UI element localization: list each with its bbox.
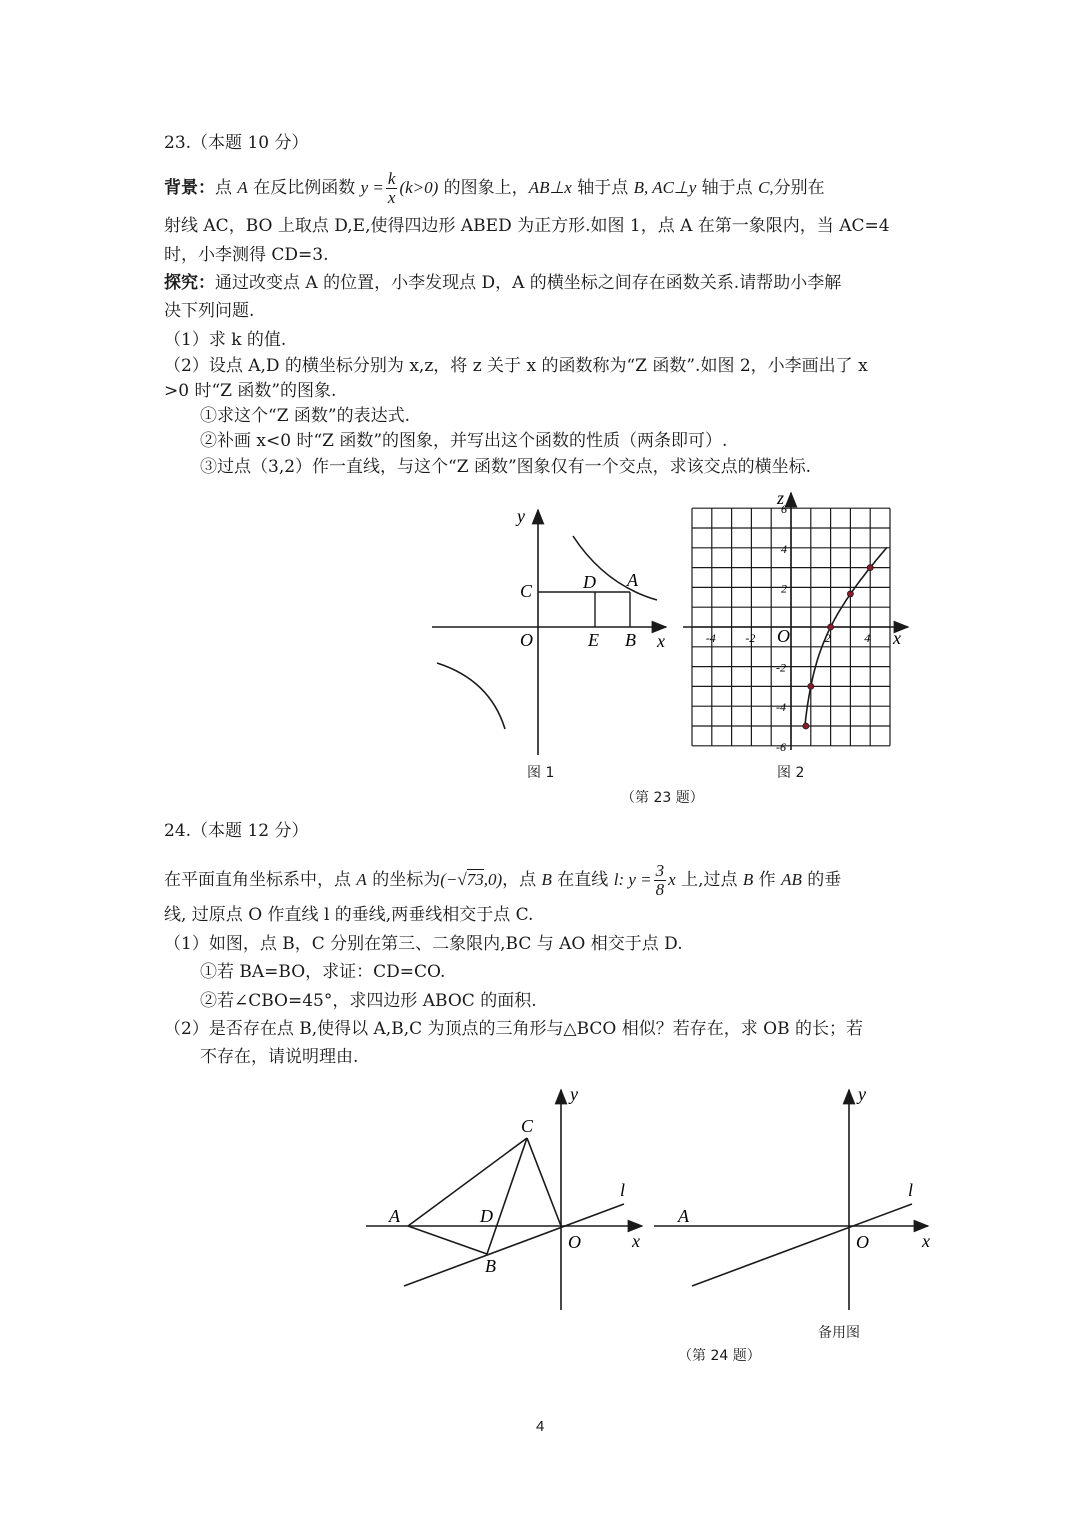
q24-sub2: ②若∠CBO=45°，求四边形 ABOC 的面积. [200, 991, 537, 1011]
text: ，点 [502, 870, 542, 890]
text: AB⊥x [528, 178, 572, 197]
q24-part2-line2: 不存在，请说明理由. [200, 1047, 359, 1067]
q23-part2-line2: >0 时“Z 函数”的图象. [164, 381, 337, 401]
line-l [692, 1204, 912, 1286]
q23-background-line2: 射线 AC，BO 上取点 D,E,使得四边形 ABED 为正方形.如图 1，点 A 在第一象限内，当 AC=4 [164, 216, 890, 236]
spare-figure-caption: 备用图 [818, 1325, 860, 1341]
frac-den: 8 [655, 880, 665, 899]
q23-part1: （1）求 k 的值. [164, 330, 287, 350]
curve-point [808, 683, 814, 689]
figure-2-caption: 图 2 [777, 765, 805, 781]
figure-24-main [360, 1080, 650, 1320]
sqrt-value: 73 [466, 870, 484, 889]
frac-num: k [387, 169, 396, 188]
label-y: y [858, 1084, 866, 1104]
explore-label: 探究： [164, 273, 215, 293]
label-b: B [485, 1256, 496, 1276]
q23-sub1: ①求这个“Z 函数”的表达式. [200, 406, 411, 426]
x-tick-label: 2 [824, 631, 831, 645]
label-x: x [632, 1231, 640, 1251]
text: 在反比例函数 [247, 178, 361, 198]
z-tick-label: 4 [781, 541, 787, 556]
text: 轴于点 [696, 178, 759, 198]
z-tick-label: 2 [781, 581, 787, 596]
text: 作 [753, 870, 782, 890]
curve-point [847, 591, 853, 597]
q24-figure-caption: （第 24 题） [678, 1348, 761, 1364]
text: B, AC⊥y [633, 178, 697, 197]
text: 点 [215, 178, 238, 198]
page-number: 4 [536, 1418, 545, 1435]
func-condition: (k>0) [399, 178, 439, 197]
label-d: D [583, 572, 596, 592]
z-tick-label: -4 [776, 700, 786, 715]
label-x: x [922, 1231, 930, 1251]
segment-bc [487, 1138, 527, 1254]
text: AB [781, 870, 802, 889]
text: 分别在 [773, 178, 825, 198]
q23-background-line1 [164, 170, 825, 207]
label-e: E [588, 630, 599, 650]
label-d: D [480, 1206, 493, 1226]
figure-2 [680, 490, 920, 760]
label-z: z [777, 490, 785, 508]
fraction-k-over-x [386, 170, 398, 207]
text: 的垂 [801, 870, 842, 890]
q24-part2-line1: （2）是否存在点 B,使得以 A,B,C 为顶点的三角形与△BCO 相似？若存在，求 OB 的长；若 [164, 1019, 863, 1039]
label-a: A [678, 1206, 689, 1226]
fraction-3-over-8 [654, 862, 667, 899]
z-function-curve [805, 547, 887, 726]
text: 轴于点 [571, 178, 634, 198]
label-a: A [627, 570, 638, 590]
text: ,0) [483, 870, 503, 889]
q24-header: 24.（本题 12 分） [164, 821, 309, 841]
frac-num: 3 [655, 861, 665, 880]
hyperbola-branch-q3 [437, 663, 505, 729]
curve-point [828, 624, 834, 630]
label-x: x [893, 628, 901, 648]
point-a: A [356, 870, 367, 889]
q23-explore-line2: 决下列问题. [164, 301, 255, 321]
q23-sub2: ②补画 x<0 时“Z 函数”的图象，并写出这个函数的性质（两条即可）. [200, 431, 728, 451]
background-label: 背景： [164, 178, 215, 198]
curve-point [803, 723, 809, 729]
figure-1-caption: 图 1 [527, 765, 555, 781]
q24-line2: 线, 过原点 O 作直线 l 的垂线,两垂线相交于点 C. [164, 905, 534, 925]
z-tick-label: -2 [776, 660, 786, 675]
q23-header: 23.（本题 10 分） [164, 133, 309, 153]
segment-ab [408, 1226, 487, 1254]
text: 在直线 [551, 870, 614, 890]
text: (− [440, 870, 458, 889]
point-b: B [541, 870, 552, 889]
label-o: O [777, 626, 790, 646]
x-tick-label: 4 [864, 631, 871, 645]
x-tick-label: -4 [705, 631, 716, 645]
label-o: O [568, 1232, 581, 1252]
q23-part2-line1: （2）设点 A,D 的横坐标分别为 x,z，将 z 关于 x 的函数称为“Z 函数”.如图 2，小李画出了 x [164, 356, 868, 376]
q24-part1: （1）如图，点 B，C 分别在第三、二象限内,BC 与 AO 相交于点 D. [164, 934, 683, 954]
point-a: A [237, 178, 248, 197]
label-y: y [570, 1084, 578, 1104]
text: 的坐标为 [366, 870, 441, 890]
text: 通过改变点 A 的位置，小李发现点 D，A 的横坐标之间存在函数关系.请帮助小李解 [215, 273, 842, 293]
label-c: C [521, 1116, 534, 1136]
label-y: y [517, 506, 525, 526]
line-l [404, 1204, 624, 1286]
point-b: B [742, 870, 754, 889]
label-o: O [520, 630, 533, 650]
x-tick-label: -2 [745, 631, 756, 645]
label-l: l [908, 1180, 914, 1200]
frac-den: x [387, 188, 396, 207]
label-a: A [389, 1206, 400, 1226]
line-l: l: y = [613, 870, 652, 889]
label-l: l [620, 1180, 626, 1200]
segment-co [527, 1138, 561, 1226]
q23-figure-caption: （第 23 题） [621, 790, 704, 806]
figure-1 [420, 500, 680, 800]
z-tick-label: 6 [781, 502, 787, 517]
text: x [668, 870, 676, 889]
q24-line1: 在平面直角坐标系中，点 A 的坐标为(−√73,0)，点 B 在直线 l: y = $\frac{3}{8}$ x 上,过点 B 作 AB 的垂 [164, 861, 842, 899]
label-b: B [625, 630, 636, 650]
label-c: C [520, 581, 533, 601]
label-x: x [657, 631, 665, 651]
label-o: O [856, 1232, 869, 1252]
q23-background-line3: 时，小李测得 CD=3. [164, 245, 329, 265]
q23-sub3: ③过点（3,2）作一直线，与这个“Z 函数”图象仅有一个交点，求该交点的横坐标. [200, 457, 812, 477]
text: 的图象上， [438, 178, 529, 198]
q24-sub1: ①若 BA=BO，求证：CD=CO. [200, 962, 446, 982]
segment-ac [408, 1138, 527, 1226]
curve-point [867, 565, 873, 571]
text: 在平面直角坐标系中，点 [164, 870, 357, 890]
func-y: y = [360, 178, 384, 197]
z-tick-label: -6 [776, 739, 786, 754]
text: 上,过点 [675, 870, 743, 890]
figure-24-spare [650, 1080, 940, 1320]
q23-explore-line1 [164, 272, 841, 294]
text: C, [758, 178, 774, 197]
